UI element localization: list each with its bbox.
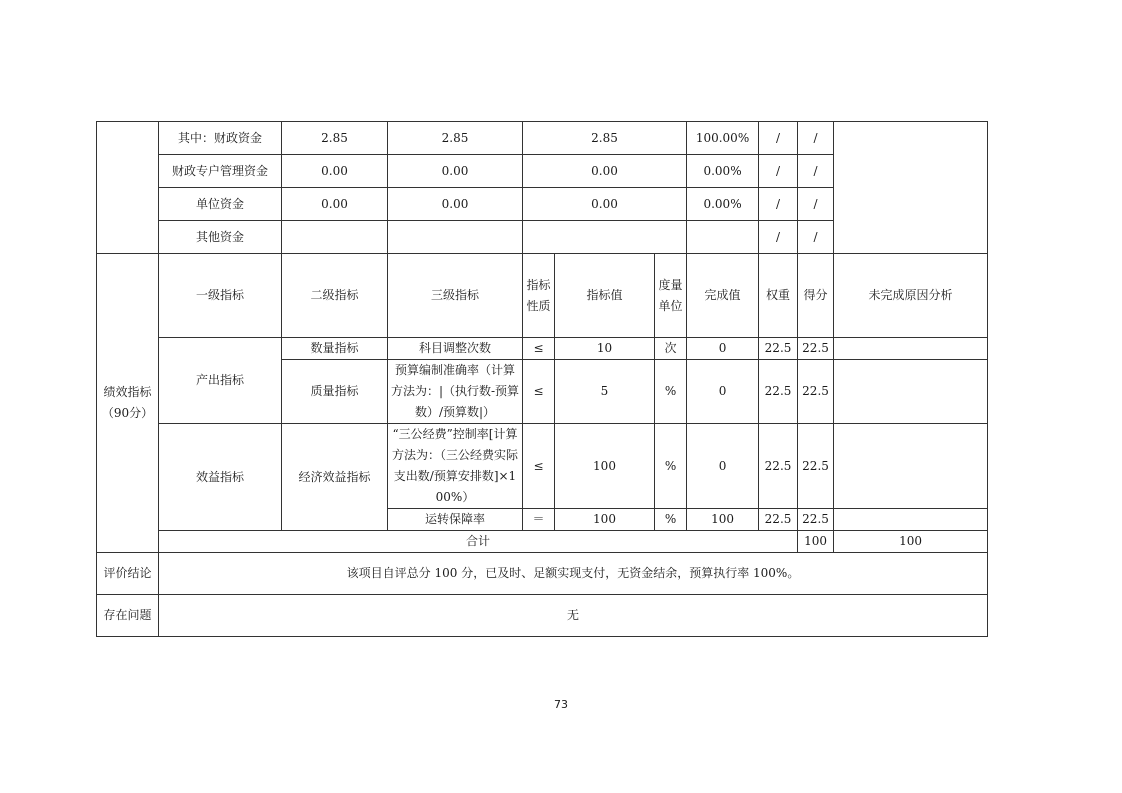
header-score: 得分 (798, 254, 834, 338)
page-number: 73 (554, 698, 568, 711)
indicator-unit: % (655, 360, 687, 424)
indicator-unit: % (655, 424, 687, 509)
indicator-reason (834, 360, 988, 424)
indicator-header-row (97, 254, 988, 338)
fund-value-1: 0.00 (282, 188, 388, 221)
fund-value-3 (523, 221, 687, 254)
table-row (97, 338, 988, 360)
fund-score: / (798, 155, 834, 188)
fund-value-2: 0.00 (388, 188, 523, 221)
fund-rate: 100.00% (687, 122, 759, 155)
fund-value-2: 0.00 (388, 155, 523, 188)
fund-value-1: 0.00 (282, 155, 388, 188)
fund-value-2 (388, 221, 523, 254)
indicator-score: 22.5 (798, 509, 834, 531)
fund-weight: / (759, 122, 798, 155)
fund-score: / (798, 122, 834, 155)
header-weight: 权重 (759, 254, 798, 338)
indicator-reason (834, 509, 988, 531)
header-nature: 指标性质 (523, 254, 555, 338)
header-done: 完成值 (687, 254, 759, 338)
problems-text: 无 (159, 595, 988, 637)
indicator-unit: 次 (655, 338, 687, 360)
indicator-level3: “三公经费”控制率[计算方法为：（三公经费实际支出数/预算安排数]×100%） (388, 424, 523, 509)
indicator-level3: 运转保障率 (388, 509, 523, 531)
evaluation-row (97, 553, 988, 595)
header-reason: 未完成原因分析 (834, 254, 988, 338)
fund-rate: 0.00% (687, 188, 759, 221)
header-level1: 一级指标 (159, 254, 282, 338)
fund-rate (687, 221, 759, 254)
fund-weight: / (759, 155, 798, 188)
fund-label: 其他资金 (159, 221, 282, 254)
problems-label: 存在问题 (97, 595, 159, 637)
indicator-score: 22.5 (798, 424, 834, 509)
indicator-done: 0 (687, 360, 759, 424)
indicator-value: 10 (555, 338, 655, 360)
fund-value-3: 2.85 (523, 122, 687, 155)
indicator-weight: 22.5 (759, 424, 798, 509)
header-level2: 二级指标 (282, 254, 388, 338)
indicator-nature: ≤ (523, 424, 555, 509)
indicator-nature: ≤ (523, 360, 555, 424)
fund-value-2: 2.85 (388, 122, 523, 155)
fund-label: 其中：财政资金 (159, 122, 282, 155)
indicator-nature: ≤ (523, 338, 555, 360)
fund-value-1: 2.85 (282, 122, 388, 155)
indicator-value: 100 (555, 509, 655, 531)
fund-value-3: 0.00 (523, 188, 687, 221)
indicator-score: 22.5 (798, 338, 834, 360)
fund-remark-cell (834, 122, 988, 254)
fund-score: / (798, 188, 834, 221)
group-output: 产出指标 (159, 338, 282, 424)
indicator-reason (834, 338, 988, 360)
indicator-value: 5 (555, 360, 655, 424)
header-value: 指标值 (555, 254, 655, 338)
indicator-level2: 数量指标 (282, 338, 388, 360)
fund-label: 财政专户管理资金 (159, 155, 282, 188)
evaluation-label: 评价结论 (97, 553, 159, 595)
performance-table (96, 121, 988, 637)
indicator-done: 100 (687, 509, 759, 531)
group-benefit: 效益指标 (159, 424, 282, 531)
indicator-level3: 预算编制准确率（计算方法为：|（执行数-预算数）/预算数|） (388, 360, 523, 424)
total-score: 100 (834, 531, 988, 553)
indicator-done: 0 (687, 424, 759, 509)
header-level3: 三级指标 (388, 254, 523, 338)
fund-label: 单位资金 (159, 188, 282, 221)
indicator-weight: 22.5 (759, 360, 798, 424)
table-row (97, 122, 988, 155)
indicator-level3: 科目调整次数 (388, 338, 523, 360)
total-row (97, 531, 988, 553)
fund-value-1 (282, 221, 388, 254)
indicator-level2: 经济效益指标 (282, 424, 388, 531)
evaluation-text: 该项目自评总分 100 分，已及时、足额实现支付，无资金结余，预算执行率 100%。 (159, 553, 988, 595)
indicator-score: 22.5 (798, 360, 834, 424)
fund-rate: 0.00% (687, 155, 759, 188)
indicator-nature: ＝ (523, 509, 555, 531)
fund-score: / (798, 221, 834, 254)
total-weight: 100 (798, 531, 834, 553)
indicator-value: 100 (555, 424, 655, 509)
indicator-reason (834, 424, 988, 509)
indicator-weight: 22.5 (759, 338, 798, 360)
indicator-weight: 22.5 (759, 509, 798, 531)
indicator-level2: 质量指标 (282, 360, 388, 424)
header-unit: 度量单位 (655, 254, 687, 338)
fund-value-3: 0.00 (523, 155, 687, 188)
indicator-done: 0 (687, 338, 759, 360)
indicator-section-label: 绩效指标（90分） (97, 254, 159, 553)
fund-weight: / (759, 188, 798, 221)
table-row (97, 424, 988, 509)
funding-section-cell (97, 122, 159, 254)
indicator-unit: % (655, 509, 687, 531)
problems-row (97, 595, 988, 637)
fund-weight: / (759, 221, 798, 254)
total-label: 合计 (159, 531, 798, 553)
